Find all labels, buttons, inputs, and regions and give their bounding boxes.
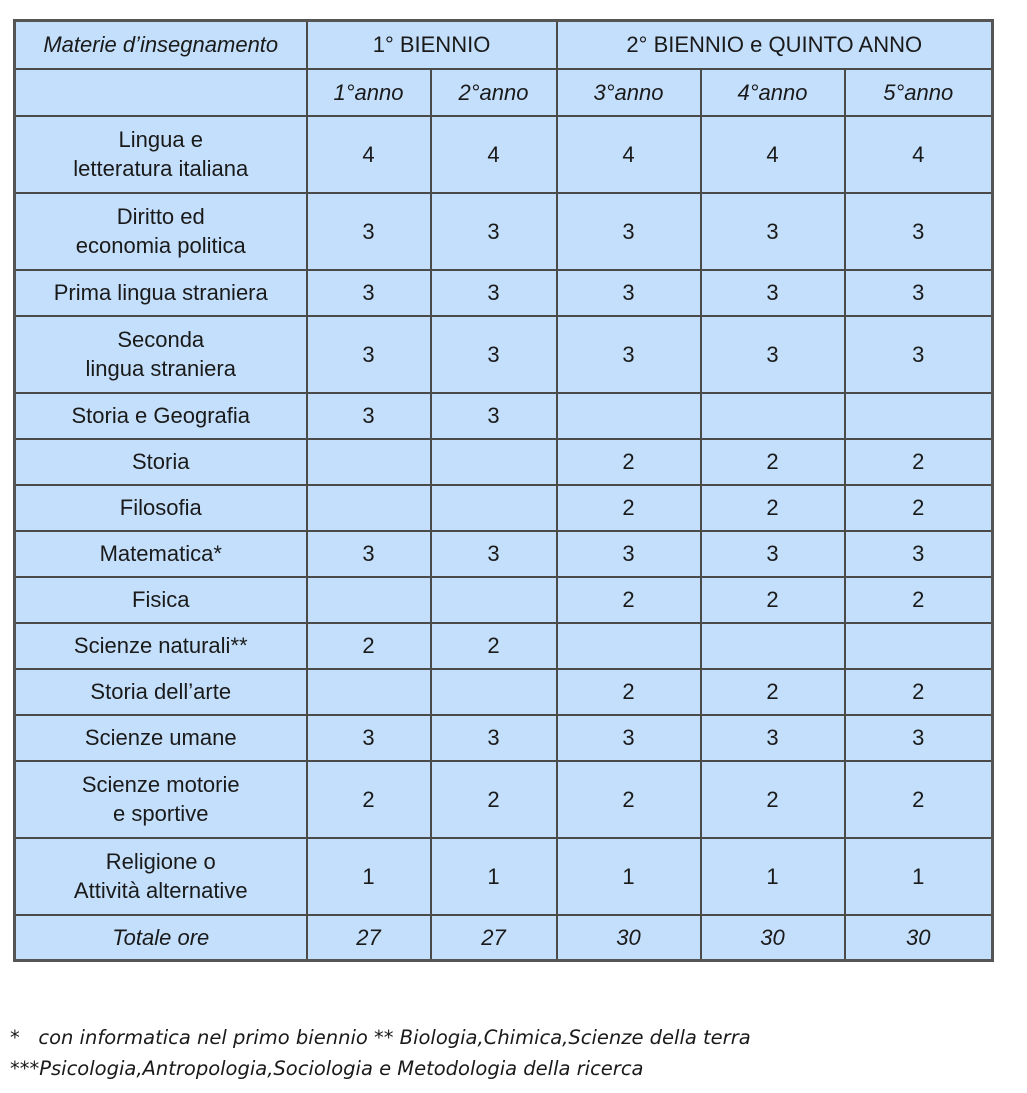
total-hours-cell: 30 bbox=[557, 915, 701, 961]
hours-cell: 3 bbox=[307, 715, 431, 761]
hours-cell bbox=[307, 669, 431, 715]
hours-cell: 3 bbox=[307, 193, 431, 270]
subject-name-line: Diritto ed bbox=[116, 204, 205, 229]
hours-cell: 4 bbox=[431, 116, 557, 193]
subject-name-cell bbox=[15, 485, 307, 531]
hours-cell: 3 bbox=[557, 193, 701, 270]
hours-cell bbox=[307, 577, 431, 623]
hours-cell bbox=[557, 623, 701, 669]
hours-cell: 2 bbox=[307, 623, 431, 669]
subject-name-cell bbox=[15, 715, 307, 761]
hours-cell: 2 bbox=[431, 623, 557, 669]
subject-name-line: Lingua e bbox=[118, 127, 203, 152]
footnotes bbox=[10, 1022, 1010, 1084]
subject-name-cell bbox=[15, 623, 307, 669]
hours-cell: 3 bbox=[431, 193, 557, 270]
hours-cell: 3 bbox=[431, 270, 557, 316]
subject-name-line: Fisica bbox=[132, 587, 190, 612]
hours-cell: 3 bbox=[701, 531, 845, 577]
hours-cell: 2 bbox=[557, 439, 701, 485]
hours-cell: 1 bbox=[557, 838, 701, 915]
subject-name-line: Filosofia bbox=[119, 495, 202, 520]
hours-cell bbox=[557, 393, 701, 439]
subject-row bbox=[15, 531, 993, 577]
total-row bbox=[15, 915, 993, 961]
year-header: 5°anno bbox=[845, 69, 993, 116]
hours-cell: 1 bbox=[307, 838, 431, 915]
hours-cell: 2 bbox=[701, 761, 845, 838]
year-header: 2°anno bbox=[431, 69, 557, 116]
hours-cell: 3 bbox=[845, 316, 993, 393]
hours-cell: 2 bbox=[557, 761, 701, 838]
subject-row bbox=[15, 715, 993, 761]
empty-header-cell bbox=[15, 69, 307, 116]
hours-cell bbox=[307, 485, 431, 531]
subject-row bbox=[15, 193, 993, 270]
hours-cell bbox=[845, 623, 993, 669]
subject-row bbox=[15, 316, 993, 393]
hours-cell bbox=[431, 669, 557, 715]
footnote-line: ***Psicologia,Antropologia,Sociologia e Metodologia della ricerca bbox=[10, 1057, 644, 1080]
hours-cell: 2 bbox=[845, 761, 993, 838]
hours-cell: 3 bbox=[701, 193, 845, 270]
subject-name-line: Storia e Geografia bbox=[71, 403, 251, 428]
hours-cell: 3 bbox=[845, 531, 993, 577]
subject-name-line: Matematica* bbox=[99, 541, 222, 566]
hours-cell: 3 bbox=[431, 393, 557, 439]
subject-name-cell bbox=[15, 669, 307, 715]
group-header-first-biennium: 1° BIENNIO bbox=[307, 21, 557, 69]
hours-cell bbox=[307, 439, 431, 485]
hours-cell: 2 bbox=[701, 485, 845, 531]
subject-name-cell bbox=[15, 577, 307, 623]
subject-name-line: letteratura italiana bbox=[73, 156, 249, 181]
subject-name-cell bbox=[15, 270, 307, 316]
subject-name-cell bbox=[15, 393, 307, 439]
subject-row bbox=[15, 393, 993, 439]
hours-cell: 1 bbox=[431, 838, 557, 915]
subject-name-cell bbox=[15, 316, 307, 393]
subject-name-cell bbox=[15, 838, 307, 915]
subject-name-line: economia politica bbox=[75, 233, 246, 258]
header-row-years bbox=[15, 69, 993, 116]
hours-cell: 1 bbox=[701, 838, 845, 915]
hours-cell: 3 bbox=[701, 316, 845, 393]
hours-cell: 3 bbox=[431, 531, 557, 577]
subject-name-cell bbox=[15, 761, 307, 838]
subject-name-line: Scienze umane bbox=[84, 725, 237, 750]
hours-cell: 3 bbox=[307, 316, 431, 393]
hours-cell: 4 bbox=[557, 116, 701, 193]
subject-row bbox=[15, 623, 993, 669]
hours-cell: 4 bbox=[845, 116, 993, 193]
hours-cell: 2 bbox=[845, 485, 993, 531]
hours-cell: 2 bbox=[431, 761, 557, 838]
subject-name-line: lingua straniera bbox=[85, 356, 236, 381]
hours-cell: 3 bbox=[557, 715, 701, 761]
subjects-header: Materie d’insegnamento bbox=[15, 21, 307, 69]
hours-cell: 2 bbox=[701, 577, 845, 623]
hours-cell bbox=[431, 439, 557, 485]
hours-cell: 2 bbox=[557, 485, 701, 531]
hours-cell: 3 bbox=[431, 316, 557, 393]
subject-row bbox=[15, 116, 993, 193]
total-hours-cell: 27 bbox=[431, 915, 557, 961]
hours-cell bbox=[845, 393, 993, 439]
subject-name-cell bbox=[15, 116, 307, 193]
hours-cell: 4 bbox=[701, 116, 845, 193]
footnote-line: * con informatica nel primo biennio ** Biologia,Chimica,Scienze della terra bbox=[10, 1026, 751, 1049]
subject-row bbox=[15, 838, 993, 915]
hours-cell: 2 bbox=[845, 669, 993, 715]
subject-rows bbox=[15, 116, 993, 915]
hours-cell: 4 bbox=[307, 116, 431, 193]
header-row-groups bbox=[15, 21, 993, 69]
hours-cell: 3 bbox=[431, 715, 557, 761]
hours-cell: 3 bbox=[557, 316, 701, 393]
hours-cell: 3 bbox=[557, 531, 701, 577]
year-header: 3°anno bbox=[557, 69, 701, 116]
hours-cell: 2 bbox=[845, 577, 993, 623]
subject-row bbox=[15, 270, 993, 316]
hours-cell: 2 bbox=[701, 669, 845, 715]
hours-cell: 3 bbox=[701, 715, 845, 761]
hours-cell bbox=[701, 393, 845, 439]
subject-name-cell bbox=[15, 439, 307, 485]
subject-name-line: Attività alternative bbox=[73, 878, 248, 903]
hours-cell: 3 bbox=[701, 270, 845, 316]
hours-cell: 2 bbox=[701, 439, 845, 485]
subject-name-cell bbox=[15, 531, 307, 577]
hours-cell bbox=[701, 623, 845, 669]
hours-cell: 3 bbox=[845, 715, 993, 761]
subject-name-line: Prima lingua straniera bbox=[53, 280, 268, 305]
hours-cell: 3 bbox=[557, 270, 701, 316]
year-header: 4°anno bbox=[701, 69, 845, 116]
hours-cell bbox=[431, 577, 557, 623]
subject-row bbox=[15, 669, 993, 715]
subject-name-line: Storia bbox=[132, 449, 190, 474]
hours-cell: 3 bbox=[307, 393, 431, 439]
year-header: 1°anno bbox=[307, 69, 431, 116]
subject-row bbox=[15, 761, 993, 838]
hours-cell bbox=[431, 485, 557, 531]
subject-name-cell bbox=[15, 193, 307, 270]
hours-cell: 3 bbox=[845, 193, 993, 270]
hours-cell: 2 bbox=[557, 669, 701, 715]
subject-row bbox=[15, 577, 993, 623]
hours-cell: 1 bbox=[845, 838, 993, 915]
total-hours-cell: 30 bbox=[701, 915, 845, 961]
subject-name-line: Scienze naturali** bbox=[73, 633, 248, 658]
hours-cell: 3 bbox=[845, 270, 993, 316]
total-hours-cell: 30 bbox=[845, 915, 993, 961]
total-hours-cell: 27 bbox=[307, 915, 431, 961]
total-label: Totale ore bbox=[15, 915, 307, 961]
hours-cell: 3 bbox=[307, 270, 431, 316]
curriculum-hours-table bbox=[13, 19, 994, 962]
hours-cell: 2 bbox=[557, 577, 701, 623]
hours-cell: 2 bbox=[307, 761, 431, 838]
subject-name-line: Scienze motorie bbox=[81, 772, 240, 797]
subject-row bbox=[15, 439, 993, 485]
hours-cell: 2 bbox=[845, 439, 993, 485]
group-header-second-biennium-fifth-year: 2° BIENNIO e QUINTO ANNO bbox=[557, 21, 993, 69]
hours-cell: 3 bbox=[307, 531, 431, 577]
subject-name-line: Religione o bbox=[105, 849, 216, 874]
subject-row bbox=[15, 485, 993, 531]
subject-name-line: e sportive bbox=[113, 801, 209, 826]
subject-name-line: Storia dell’arte bbox=[90, 679, 232, 704]
subject-name-line: Seconda bbox=[117, 327, 205, 352]
